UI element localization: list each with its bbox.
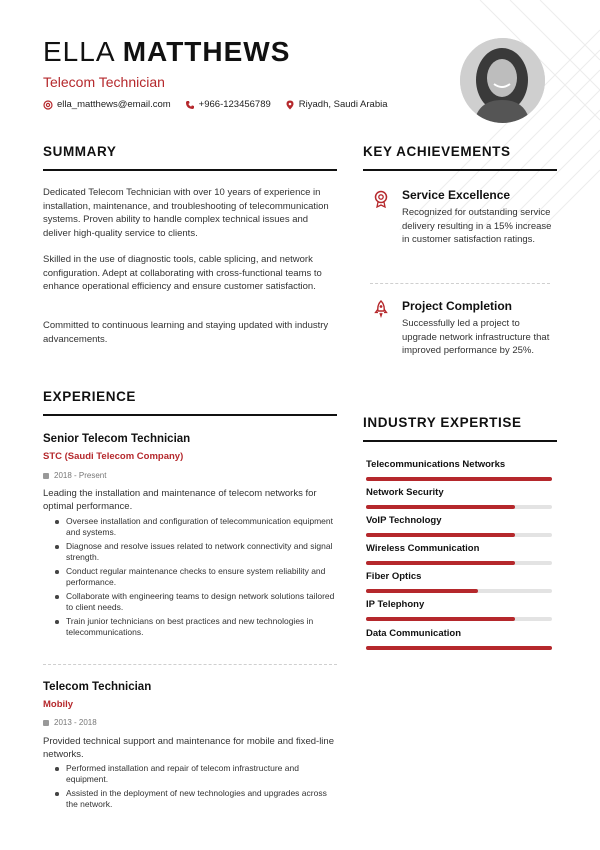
skill-bar — [366, 505, 552, 509]
job-1-description: Leading the installation and maintenance of telecom networks for optimal performance. — [43, 488, 317, 512]
skill-bar-fill — [366, 561, 515, 565]
rocket-icon — [372, 300, 390, 318]
skill-bar — [366, 589, 552, 593]
skill-bar-fill — [366, 589, 478, 593]
skill-bar-fill — [366, 505, 515, 509]
skill-label: Telecommunications Networks — [366, 459, 506, 470]
achievement-2-description: Successfully led a project to upgrade network infrastructure that improved performance by 25%. — [402, 318, 550, 356]
list-item: Train junior technicians on best practices and new technologies in telecommunications. — [55, 616, 339, 637]
achievement-1-title: Service Excellence — [402, 188, 511, 202]
skill-label: Fiber Optics — [366, 571, 422, 582]
contact-bar — [43, 99, 443, 110]
experience-heading: EXPERIENCE — [43, 389, 137, 404]
achievement-2-title: Project Completion — [402, 299, 513, 313]
skill-voip-technology — [366, 515, 552, 537]
skill-bar-fill — [366, 617, 515, 621]
skill-network-security — [366, 487, 552, 509]
phone-icon — [185, 100, 195, 110]
list-item: Assisted in the deployment of new technologies and upgrades across the network. — [55, 788, 339, 809]
skill-wireless-communication — [366, 543, 552, 565]
skill-bar-fill — [366, 646, 552, 650]
job-2-dates-text: 2013 - 2018 — [54, 718, 97, 727]
skill-bar — [366, 646, 552, 650]
skill-ip-telephony — [366, 599, 552, 621]
skill-label: Data Communication — [366, 628, 462, 639]
summary-heading: SUMMARY — [43, 144, 117, 159]
at-icon — [43, 100, 53, 110]
skill-label: Network Security — [366, 487, 444, 498]
calendar-icon — [43, 473, 49, 479]
list-item: Diagnose and resolve issues related to network connectivity and signal strength. — [55, 541, 339, 562]
job-divider — [43, 664, 337, 665]
achievements-rule — [363, 169, 557, 171]
skill-bar — [366, 617, 552, 621]
list-item: Conduct regular maintenance checks to ensure system reliability and performance. — [55, 566, 339, 587]
summary-paragraph-3: Committed to continuous learning and staying updated with industry advancements. — [43, 320, 329, 345]
list-item: Collaborate with engineering teams to design network solutions tailored to client needs. — [55, 591, 339, 612]
calendar-icon — [43, 720, 49, 726]
achievement-divider — [370, 283, 550, 284]
experience-rule — [43, 414, 337, 416]
first-name: ELLA — [43, 36, 114, 67]
achievement-1-description: Recognized for outstanding service delivery resulting in a 15% increase in customer satisfaction ratings. — [402, 207, 552, 245]
job-2-company: Mobily — [43, 699, 74, 710]
list-item: Performed installation and repair of telecom infrastructure and equipment. — [55, 763, 339, 784]
map-pin-icon — [285, 100, 295, 110]
skill-bar — [366, 533, 552, 537]
skill-label: VoIP Technology — [366, 515, 442, 526]
resume-header — [43, 36, 443, 110]
expertise-heading: INDUSTRY EXPERTISE — [363, 415, 522, 430]
job-1-bullets — [55, 516, 339, 641]
skill-telecommunications-networks — [366, 459, 552, 481]
expertise-rule — [363, 440, 557, 442]
job-2-bullets — [55, 763, 339, 813]
job-2-title: Telecom Technician — [43, 681, 152, 693]
phone-text: +966-123456789 — [198, 99, 271, 110]
job-2-description: Provided technical support and maintenance for mobile and fixed-line networks. — [43, 736, 334, 760]
profile-photo — [460, 38, 545, 123]
award-ribbon-icon — [372, 190, 390, 208]
summary-rule — [43, 169, 337, 171]
contact-phone[interactable] — [185, 99, 271, 110]
job-1-title: Senior Telecom Technician — [43, 433, 191, 445]
job-1-dates-text: 2018 - Present — [54, 471, 107, 480]
skill-bar-fill — [366, 533, 515, 537]
skill-data-communication — [366, 628, 552, 650]
candidate-name — [43, 36, 443, 68]
skill-bar-fill — [366, 477, 552, 481]
portrait-image — [460, 38, 545, 123]
job-role: Telecom Technician — [43, 74, 165, 90]
last-name: MATTHEWS — [122, 36, 291, 67]
skill-label: IP Telephony — [366, 599, 425, 610]
job-1-dates — [43, 471, 106, 480]
email-text: ella_matthews@email.com — [57, 99, 171, 110]
skill-bar — [366, 477, 552, 481]
list-item: Oversee installation and configuration of telecommunication equipment and systems. — [55, 516, 339, 537]
summary-paragraph-2: Skilled in the use of diagnostic tools, cable splicing, and network configuration. Adept at collaborating with cross-functional teams to enhance operational efficiency and ensure customer satisfaction. — [43, 254, 322, 292]
skill-fiber-optics — [366, 571, 552, 593]
achievements-heading: KEY ACHIEVEMENTS — [363, 144, 511, 159]
summary-paragraph-1: Dedicated Telecom Technician with over 10 years of experience in installation, maintenance, and troubleshooting of telecommunication systems. Proven ability to handle complex technical issues and deliver high-quality service to clients. — [43, 187, 329, 239]
contact-location — [285, 99, 388, 110]
skill-label: Wireless Communication — [366, 543, 480, 554]
skill-bar — [366, 561, 552, 565]
contact-email[interactable] — [43, 99, 171, 110]
job-2-dates — [43, 718, 97, 727]
location-text: Riyadh, Saudi Arabia — [298, 99, 388, 110]
job-1-company: STC (Saudi Telecom Company) — [43, 451, 184, 462]
